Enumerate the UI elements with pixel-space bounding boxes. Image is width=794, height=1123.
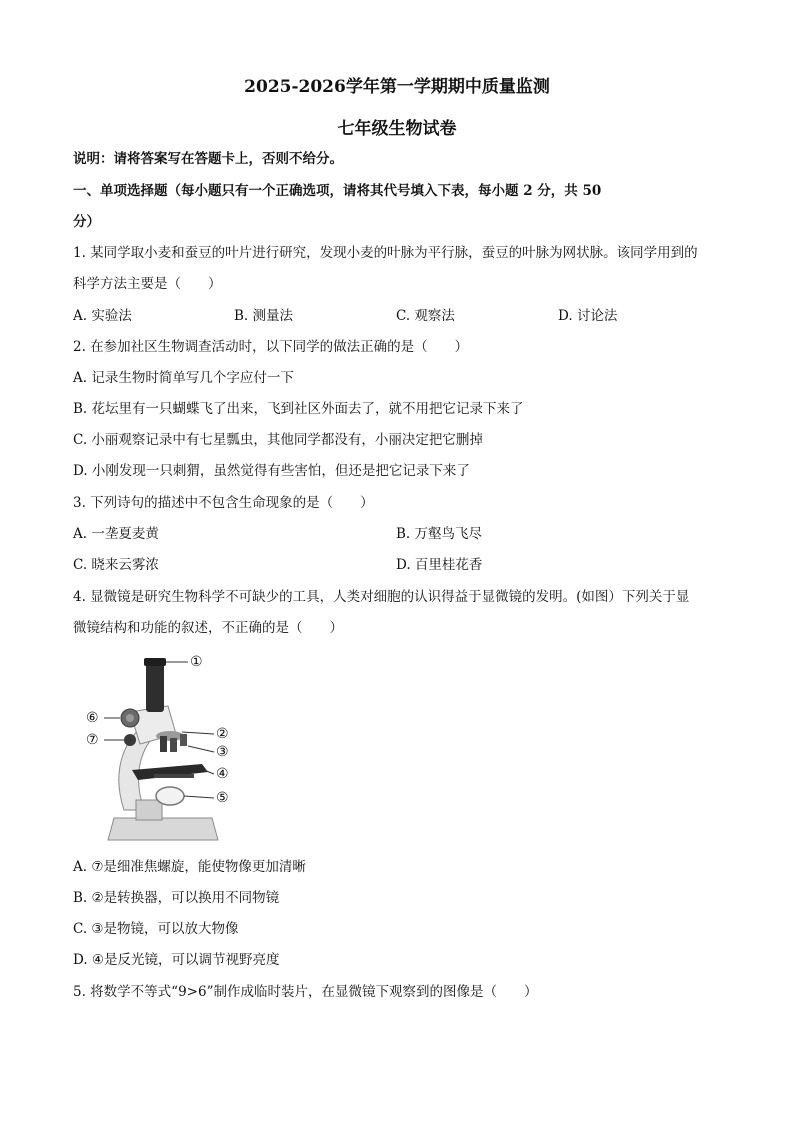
- figure-label-2: ②: [216, 726, 229, 742]
- question-1-option-b[interactable]: B. 测量法: [234, 308, 294, 324]
- figure-label-1: ①: [190, 654, 203, 670]
- question-4-option-a[interactable]: A. ⑦是细准焦螺旋，能使物像更加清晰: [73, 859, 306, 875]
- exam-subtitle: 七年级生物试卷: [337, 119, 457, 139]
- question-3-option-d[interactable]: D. 百里桂花香: [396, 557, 483, 573]
- instruction-note: 说明：请将答案写在答题卡上，否则不给分。: [73, 151, 343, 167]
- exam-title: 2025-2026学年第一学期期中质量监测: [244, 77, 550, 97]
- question-4-option-c[interactable]: C. ③是物镜，可以放大物像: [73, 921, 239, 937]
- figure-label-7: ⑦: [86, 732, 99, 748]
- question-4-option-d[interactable]: D. ④是反光镜，可以调节视野亮度: [73, 952, 280, 968]
- question-3-option-c[interactable]: C. 晓来云雾浓: [73, 557, 159, 573]
- question-4-stem: 4. 显微镜是研究生物科学不可缺少的工具，人类对细胞的认识得益于显微镜的发明。(如图）下列关于显: [73, 589, 690, 605]
- question-2-option-a[interactable]: A. 记录生物时简单写几个字应付一下: [73, 370, 294, 386]
- figure-label-3: ③: [216, 744, 229, 760]
- question-4-stem-cont: 微镜结构和功能的叙述，不正确的是（ ）: [73, 620, 343, 636]
- question-1-stem-cont: 科学方法主要是（ ）: [73, 276, 222, 292]
- figure-label-6: ⑥: [86, 710, 99, 726]
- question-1-option-d[interactable]: D. 讨论法: [558, 308, 618, 324]
- question-1-option-c[interactable]: C. 观察法: [396, 308, 455, 324]
- question-2-stem: 2. 在参加社区生物调查活动时，以下同学的做法正确的是（ ）: [73, 339, 469, 355]
- question-5-stem: 5. 将数学不等式“9>6”制作成临时装片，在显微镜下观察到的图像是（ ）: [73, 984, 538, 1000]
- question-1-stem: 1. 某同学取小麦和蚕豆的叶片进行研究，发现小麦的叶脉为平行脉，蚕豆的叶脉为网状脉。该同学用到的: [73, 245, 698, 261]
- figure-label-4: ④: [216, 766, 229, 782]
- question-4-option-b[interactable]: B. ②是转换器，可以换用不同物镜: [73, 890, 280, 906]
- question-2-option-d[interactable]: D. 小刚发现一只刺猬，虽然觉得有些害怕，但还是把它记录下来了: [73, 463, 470, 479]
- figure-label-5: ⑤: [216, 790, 229, 806]
- question-2-option-b[interactable]: B. 花坛里有一只蝴蝶飞了出来，飞到社区外面去了，就不用把它记录下来了: [73, 401, 524, 417]
- question-3-option-b[interactable]: B. 万壑鸟飞尽: [396, 526, 483, 542]
- question-2-option-c[interactable]: C. 小丽观察记录中有七星瓢虫，其他同学都没有，小丽决定把它删掉: [73, 432, 483, 448]
- question-3-option-a[interactable]: A. 一垄夏麦黄: [73, 526, 159, 542]
- question-3-stem: 3. 下列诗句的描述中不包含生命现象的是（ ）: [73, 495, 374, 511]
- microscope-figure: [84, 650, 244, 846]
- section-heading-cont: 分）: [73, 214, 100, 230]
- section-heading: 一、单项选择题（每小题只有一个正确选项，请将其代号填入下表，每小题 2 分，共 50: [73, 183, 602, 199]
- question-1-option-a[interactable]: A. 实验法: [73, 308, 132, 324]
